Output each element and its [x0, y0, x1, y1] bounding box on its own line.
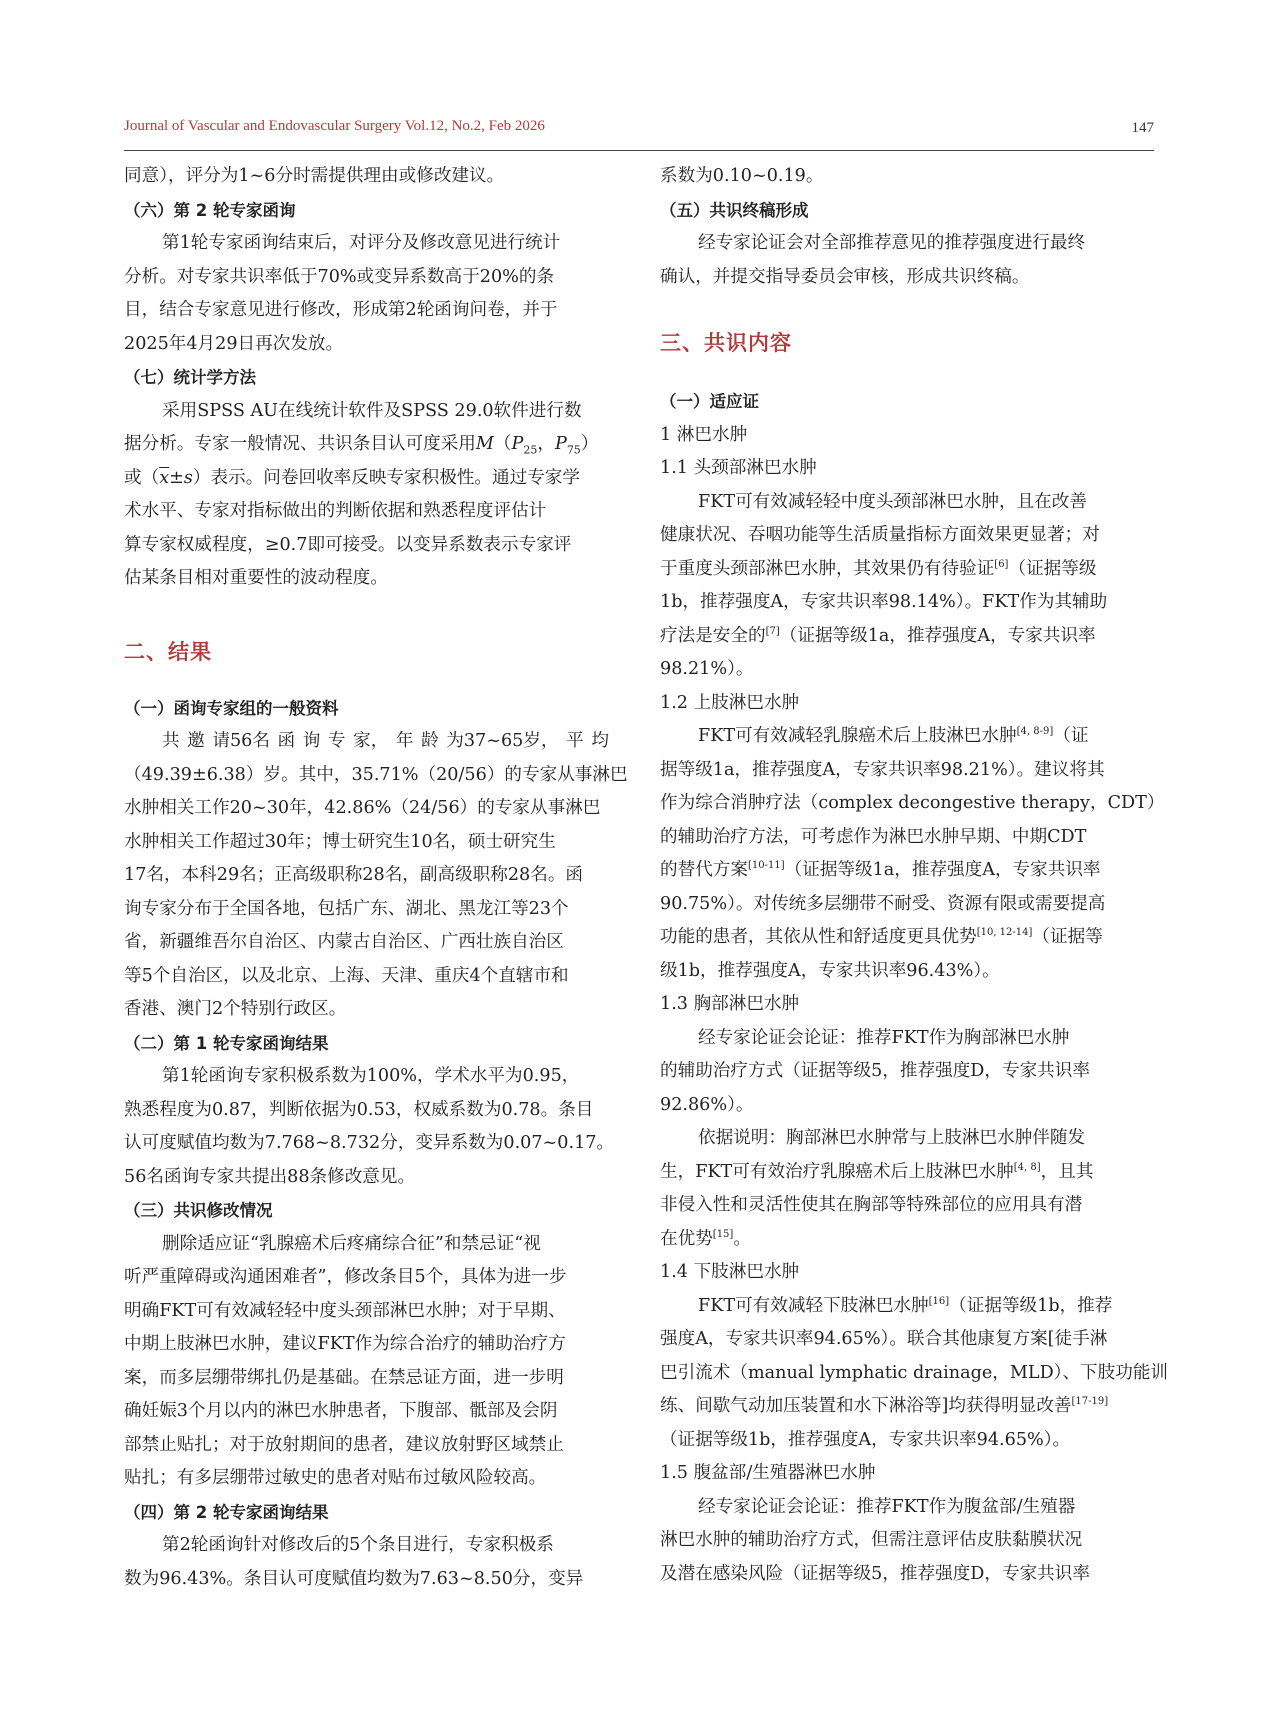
paragraph-line: （49.39±6.38）岁。其中，35.71%（20/56）的专家从事淋巴: [124, 764, 628, 785]
paragraph-line: 非侵入性和灵活性使其在胸部等特殊部位的应用具有潜: [660, 1195, 1083, 1215]
topic-heading: 1.3 胸部淋巴水肿: [660, 994, 800, 1014]
results-heading-3: （三）共识修改情况: [124, 1201, 273, 1220]
right-column: [660, 160, 1169, 1591]
paragraph-line: 56名函询专家共提出88条修改意见。: [124, 1166, 416, 1187]
paragraph-line: 第2轮函询针对修改后的5个条目进行，专家积极系: [162, 1535, 554, 1555]
paragraph-line: 同意），评分为1~6分时需提供理由或修改建议。: [124, 166, 505, 186]
paragraph-line: 的辅助治疗方式（证据等级5，推荐强度D，专家共识率: [660, 1061, 1090, 1081]
paragraph-line: 2025年4月29日再次发放。: [124, 333, 344, 354]
citation-ref: [17-19]: [1071, 1396, 1109, 1407]
citation-ref: [16]: [928, 1295, 950, 1307]
paragraph-line: 数为96.43%。条目认可度赋值均数为7.63~8.50分，变异: [124, 1568, 584, 1589]
paragraph-line: 熟悉程度为0.87，判断依据为0.53，权威系数为0.78。条目: [124, 1099, 594, 1120]
paragraph-line: 第1轮专家函询结束后，对评分及修改意见进行统计: [162, 233, 561, 253]
paragraph-line: 或$(\overline{x}\pm s)$表示。问卷回收率反映专家积极性。通过专家学: [124, 467, 580, 488]
topic-heading: 1.5 腹盆部/生殖器淋巴水肿: [660, 1463, 876, 1483]
paragraph-line: 确妊娠3个月以内的淋巴水肿患者，下腹部、骶部及会阴: [124, 1401, 558, 1421]
running-header: [124, 116, 1154, 151]
citation-ref: [7]: [765, 625, 780, 637]
paragraph-line: 1b，推荐强度A，专家共识率98.14%）。FKT作为其辅助: [660, 592, 1108, 612]
paragraph-line: 在优势[15]。: [660, 1228, 751, 1249]
paragraph-line: FKT可有效减轻下肢淋巴水肿[16]（证据等级1b，推荐: [698, 1295, 1113, 1316]
topic-heading: 1.4 下肢淋巴水肿: [660, 1262, 800, 1282]
paragraph-line: 于重度头颈部淋巴水肿，其效果仍有待验证[6]（证据等级: [660, 558, 1097, 579]
paragraph-line: 疗法是安全的[7]（证据等级1a，推荐强度A，专家共识率: [660, 625, 1096, 646]
paragraph-line: 练、间歇气动加压装置和水下淋浴等]均获得明显改善[17-19]: [660, 1396, 1109, 1416]
topic-heading: 1 淋巴水肿: [660, 424, 748, 445]
paragraph-line: 水肿相关工作20~30年，42.86%（24/56）的专家从事淋巴: [124, 798, 601, 818]
paragraph-line: 估某条目相对重要性的波动程度。: [124, 568, 388, 588]
citation-ref: [4, 8-9]: [1016, 726, 1054, 737]
citation-ref: [4, 8]: [1013, 1161, 1041, 1173]
subsection-heading-6: （六）第 2 轮专家函询: [124, 200, 296, 220]
results-heading-4: （四）第 2 轮专家函询结果: [124, 1502, 329, 1522]
paragraph-line: 香港、澳门2个特别行政区。: [124, 999, 347, 1019]
paragraph-line: 水肿相关工作超过30年；博士研究生10名，硕士研究生: [124, 831, 556, 852]
paragraph-line: 部禁止贴扎；对于放射期间的患者，建议放射野区域禁止: [124, 1434, 564, 1455]
paragraph-line: 巴引流术（manual lymphatic drainage，MLD）、下肢功能训: [660, 1362, 1169, 1383]
paragraph-line: 经专家论证会论证：推荐FKT作为腹盆部/生殖器: [698, 1496, 1076, 1517]
paragraph-line: 共 邀 请56名 函 询 专 家， 年 龄 为37~65岁， 平 均: [162, 731, 609, 751]
paragraph-line: 及潜在感染风险（证据等级5，推荐强度D，专家共识率: [660, 1563, 1090, 1584]
paragraph-line: 案，而多层绷带绑扎仍是基础。在禁忌证方面，进一步明: [124, 1367, 564, 1388]
journal-citation: Journal of Vascular and Endovascular Surgery Vol.12, No.2, Feb 2026: [124, 118, 545, 134]
paragraph-line: 据等级1a，推荐强度A，专家共识率98.21%）。建议将其: [660, 759, 1105, 780]
paragraph-line: 98.21%）。: [660, 659, 754, 679]
paragraph-line: 据分析。专家一般情况、共识条目认可度采用$M(P_{25}$，$P_{75}$）: [124, 434, 599, 457]
paragraph-line: 经专家论证会对全部推荐意见的推荐强度进行最终: [698, 233, 1086, 253]
paragraph-line: 的替代方案[10-11]（证据等级1a，推荐强度A，专家共识率: [660, 860, 1101, 880]
subsection-heading-5: （五）共识终稿形成: [660, 200, 809, 220]
section-heading-results: 二、结果: [124, 639, 212, 664]
paragraph-line: 作为综合消肿疗法（complex decongestive therapy，CDT）: [660, 793, 1165, 813]
paragraph-line: 17名，本科29名；正高级职称28名，副高级职称28名。函: [124, 865, 584, 885]
paragraph-line: 贴扎；有多层绷带过敏史的患者对贴布过敏风险较高。: [124, 1468, 547, 1488]
page-number: 147: [1131, 120, 1154, 136]
paragraph-line: 生，FKT可有效治疗乳腺癌术后上肢淋巴水肿[4, 8]，且其: [660, 1161, 1094, 1182]
paragraph-line: 92.86%）。: [660, 1094, 754, 1115]
subsection-heading-7: （七）统计学方法: [124, 368, 256, 387]
paragraph-line: 听严重障碍或沟通困难者”，修改条目5个，具体为进一步: [124, 1267, 567, 1287]
topic-heading: 1.2 上肢淋巴水肿: [660, 692, 800, 713]
paragraph-line: 认可度赋值均数为7.768~8.732分，变异系数为0.07~0.17。: [124, 1133, 615, 1153]
paragraph-line: 术水平、专家对指标做出的判断依据和熟悉程度评估计: [124, 501, 547, 521]
paragraph-line: 依据说明：胸部淋巴水肿常与上肢淋巴水肿伴随发: [698, 1128, 1086, 1148]
paragraph-line: 询专家分布于全国各地，包括广东、湖北、黑龙江等23个: [124, 898, 569, 919]
paragraph-line: 算专家权威程度，≥0.7即可接受。以变异系数表示专家评: [124, 534, 572, 555]
paragraph-line: 中期上肢淋巴水肿，建议FKT作为综合治疗的辅助治疗方: [124, 1334, 566, 1354]
paragraph-line: 目，结合专家意见进行修改，形成第2轮函询问卷，并于: [124, 300, 558, 320]
left-column: [124, 160, 628, 1596]
section-heading-consensus: 三、共识内容: [660, 331, 792, 355]
paragraph-line: 强度A，专家共识率94.65%）。联合其他康复方案[徒手淋: [660, 1329, 1108, 1349]
citation-ref: [15]: [712, 1228, 734, 1240]
paragraph-line: 健康状况、吞咽功能等生活质量指标方面效果更显著；对: [660, 525, 1100, 545]
results-heading-2: （二）第 1 轮专家函询结果: [124, 1033, 329, 1053]
paragraph-line: 第1轮函询专家积极系数为100%，学术水平为0.95，: [162, 1066, 580, 1086]
paragraph-line: 分析。对专家共识率低于70%或变异系数高于20%的条: [124, 266, 555, 287]
paragraph-line: 确认，并提交指导委员会审核，形成共识终稿。: [660, 266, 1030, 287]
paragraph-line: 系数为0.10~0.19。: [660, 166, 824, 186]
paragraph-line: 的辅助治疗方法，可考虑作为淋巴水肿早期、中期CDT: [660, 826, 1087, 847]
paragraph-line: 省，新疆维吾尔自治区、内蒙古自治区、广西壮族自治区: [124, 932, 564, 952]
citation-ref: [10, 12-14]: [976, 927, 1033, 938]
paragraph-line: 功能的患者，其依从性和舒适度更具优势[10, 12-14]（证据等: [660, 927, 1103, 947]
citation-ref: [10-11]: [747, 860, 785, 871]
paragraph-line: 采用SPSS AU在线统计软件及SPSS 29.0软件进行数: [162, 400, 582, 421]
topic-heading: 1.1 头颈部淋巴水肿: [660, 458, 817, 478]
citation-ref: [6]: [994, 558, 1009, 570]
paragraph-line: （证据等级1b，推荐强度A，专家共识率94.65%）。: [660, 1429, 1071, 1450]
indications-heading: （一）适应证: [660, 392, 759, 411]
paragraph-line: 等5个自治区，以及北京、上海、天津、重庆4个直辖市和: [124, 965, 569, 986]
paragraph-line: 经专家论证会论证：推荐FKT作为胸部淋巴水肿: [698, 1027, 1070, 1048]
paragraph-line: FKT可有效减轻乳腺癌术后上肢淋巴水肿[4, 8-9]（证: [698, 726, 1089, 746]
paragraph-line: 删除适应证“乳腺癌术后疼痛综合征”和禁忌证“视: [162, 1233, 541, 1254]
paragraph-line: FKT可有效减轻轻中度头颈部淋巴水肿，且在改善: [698, 491, 1087, 512]
paragraph-line: 淋巴水肿的辅助治疗方式，但需注意评估皮肤黏膜状况: [660, 1530, 1083, 1550]
results-heading-1: （一）函询专家组的一般资料: [124, 698, 339, 718]
paragraph-line: 90.75%）。对传统多层绷带不耐受、资源有限或需要提高: [660, 893, 1106, 914]
paragraph-line: 明确FKT可有效减轻轻中度头颈部淋巴水肿；对于早期、: [124, 1300, 566, 1321]
paragraph-line: 级1b，推荐强度A，专家共识率96.43%）。: [660, 960, 1000, 981]
